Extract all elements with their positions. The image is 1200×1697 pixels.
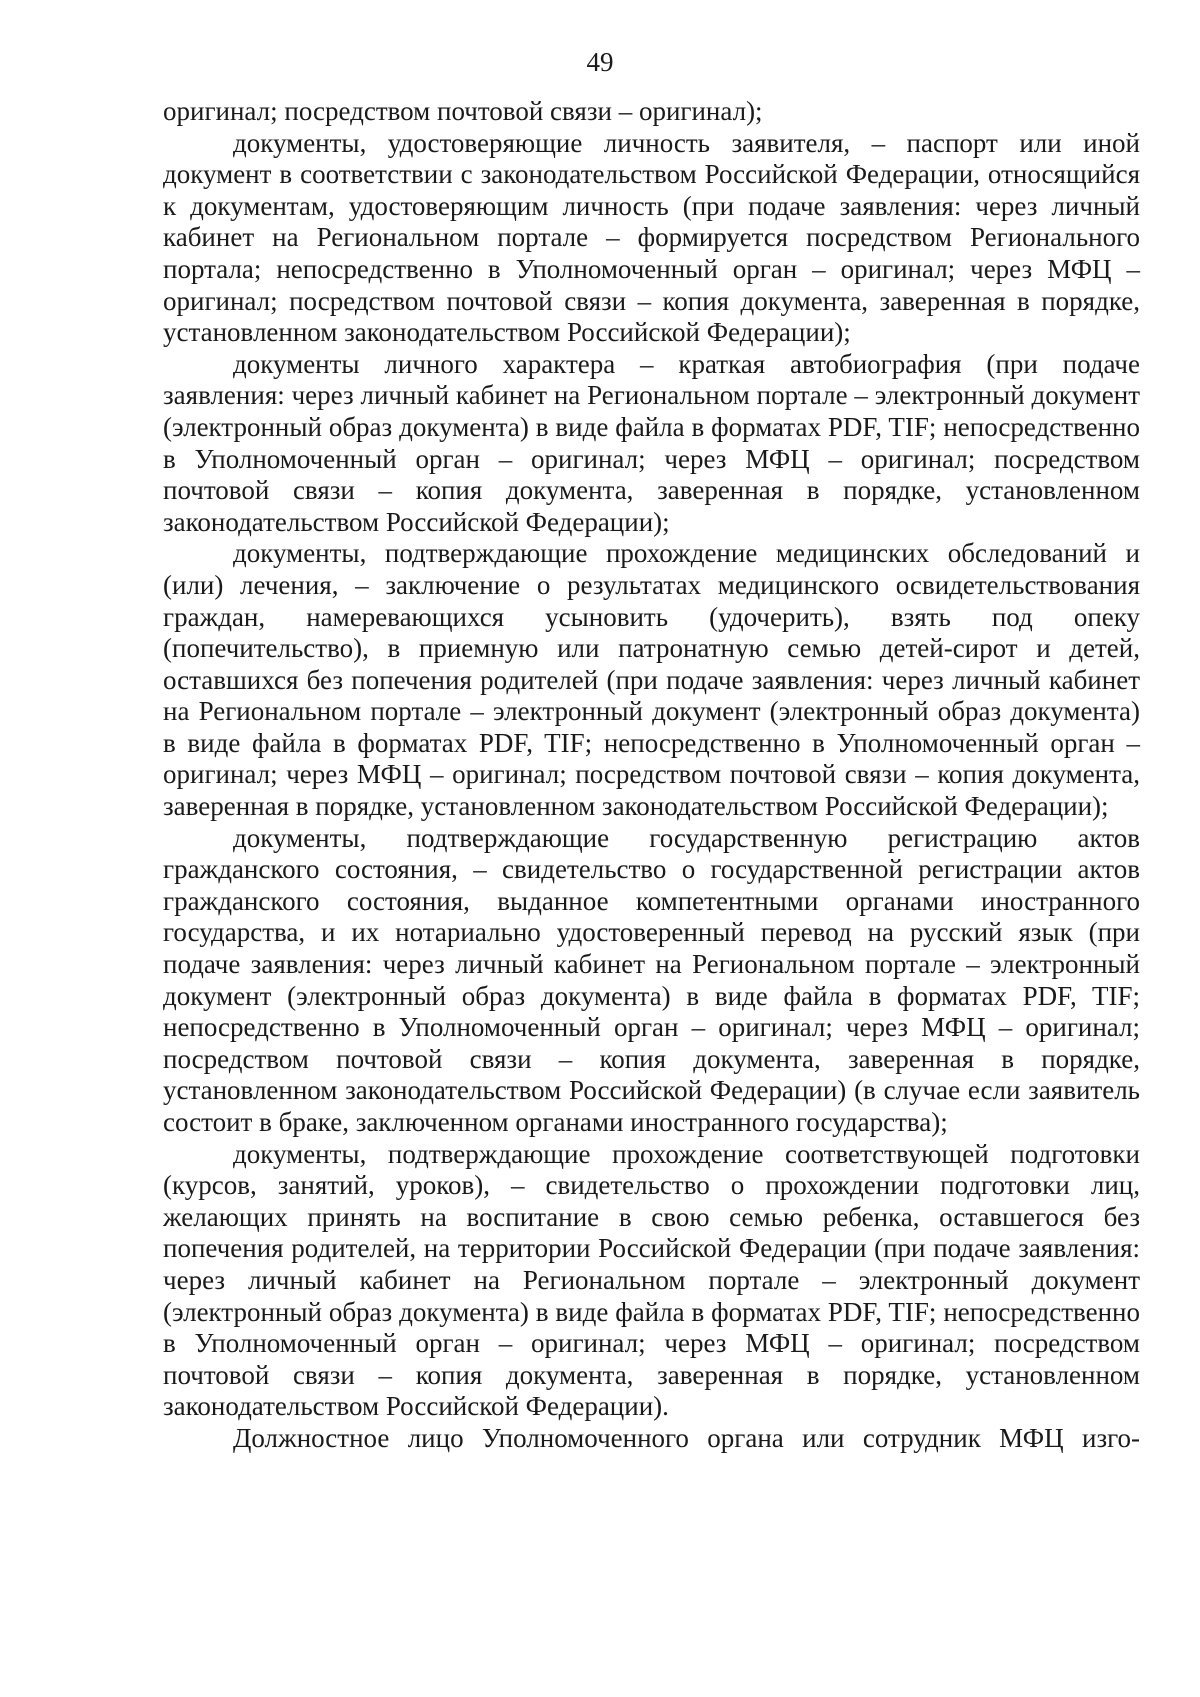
document-body (163, 96, 1140, 1455)
page-number: 49 (586, 47, 614, 77)
paragraph-official-continuation: Должностное лицо Уполномоченного органа или сотрудник МФЦ изго- (233, 1422, 1140, 1453)
paragraph-medical-documents: документы, подтверждающие прохождение медицинских обследований и (или) лечения, – заключение о результатах медицинского освидетельствования граждан, намеревающихся усыновить (удочерить), взять под опеку (попечительство), в приемную или патронатную семью детей-сирот и детей, оставшихся без попечения родителей (при подаче заявления: через личный кабинет на Региональном портале – электронный документ (электронный образ документа) в виде файла в форматах PDF, TIF; непосредственно в Уполномоченный орган – оригинал; через МФЦ – оригинал; посредством почтовой связи – копия документа, заверенная в порядке, установленном законодательством Российской Федерации); (163, 538, 1140, 822)
paragraph-personal-documents: документы личного характера – краткая автобиография (при подаче заявления: через личный кабинет на Региональном портале – электронный документ (электронный образ документа) в виде файла в форматах PDF, TIF; непосредственно в Уполномоченный орган – оригинал; через МФЦ – оригинал; посредством почтовой связи – копия документа, заверенная в порядке, установленном законодательством Российской Федерации); (163, 348, 1140, 537)
paragraph-training-documents: документы, подтверждающие прохождение соответствующей подготовки (курсов, занятий, уроков), – свидетельство о прохождении подготовки лиц, желающих принять на воспитание в свою семью ребенка, оставшегося без попечения родителей, на территории Российской Федерации (при подаче заявления: через личный кабинет на Региональном портале – электронный документ (электронный образ документа) в виде файла в форматах PDF, TIF; непосредственно в Уполномоченный орган – оригинал; через МФЦ – оригинал; посредством почтовой связи – копия документа, заверенная в порядке, установленном законодательством Российской Федерации). (163, 1138, 1140, 1422)
paragraph-identity-documents: документы, удостоверяющие личность заявителя, – паспорт или иной документ в соответствии с законодательством Российской Федерации, относящийся к документам, удостоверяющим личность (при подаче заявления: через личный кабинет на Региональном портале – формируется посредством Регионального портала; непосредственно в Уполномоченный орган – оригинал; через МФЦ – оригинал; посредством почтовой связи – копия документа, заверенная в порядке, установленном законодательством Российской Федерации); (163, 127, 1140, 348)
paragraph-civil-registration-documents: документы, подтверждающие государственную регистрацию актов гражданского состояния, – свидетельство о государственной регистрации актов гражданского состояния, выданное компетентными органами иностранного государства, и их нотариально удостоверенный перевод на русский язык (при подаче заявления: через личный кабинет на Региональном портале – электронный документ (электронный образ документа) в виде файла в форматах PDF, TIF; непосредственно в Уполномоченный орган – оригинал; через МФЦ – оригинал; посредством почтовой связи – копия документа, заверенная в порядке, установленном законодательством Российской Федерации) (в случае если заявитель состоит в браке, заключенном органами иностранного государства); (163, 822, 1140, 1137)
paragraph-original-postal: оригинал; посредством почтовой связи – оригинал); (163, 96, 763, 126)
